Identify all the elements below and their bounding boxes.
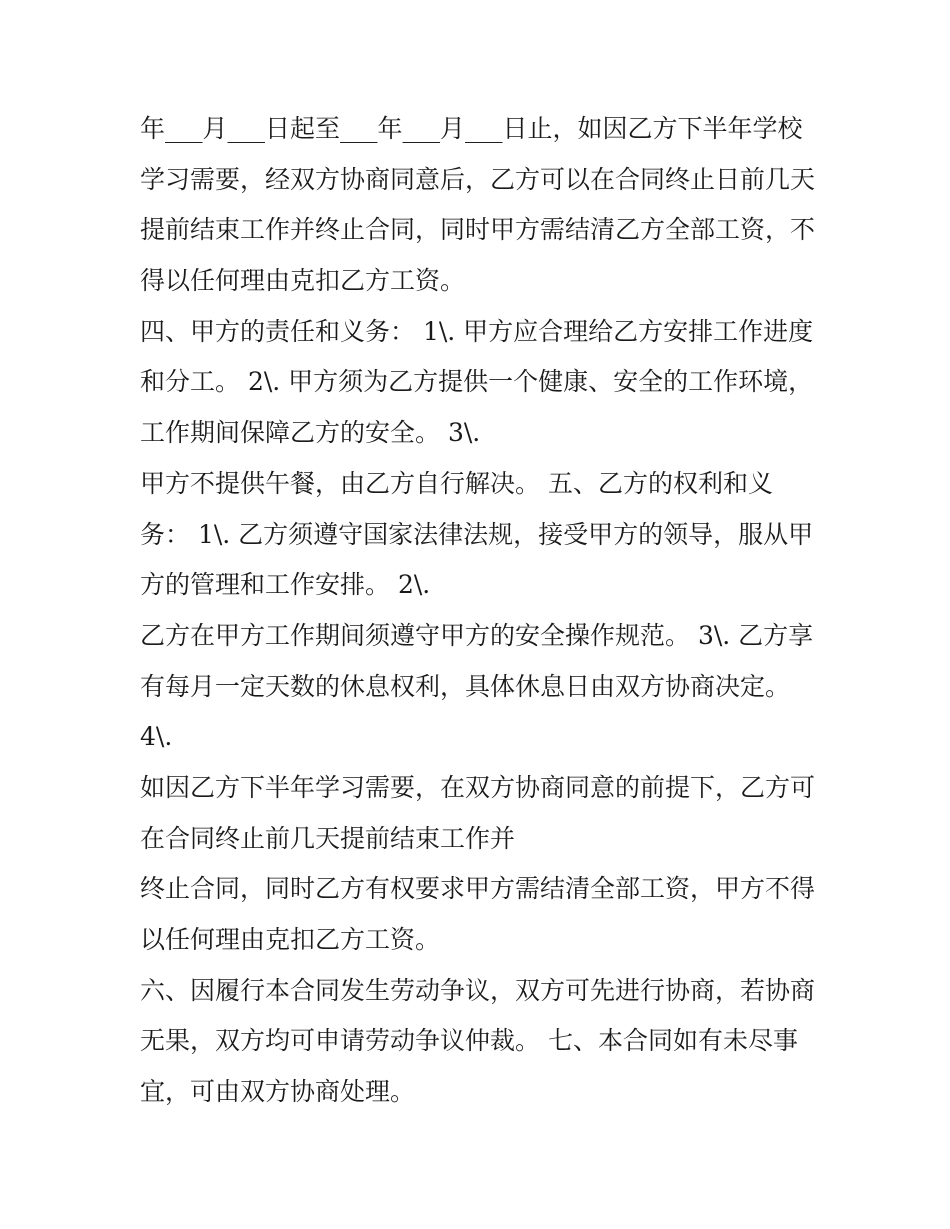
text-line: 终止合同，同时乙方有权要求甲方需结清全部工资，甲方不得: [140, 874, 816, 904]
text-line: 宜，可由双方协商处理。: [140, 1077, 416, 1107]
text-line: 甲方不提供午餐，由乙方自行解决。 五、乙方的权利和义: [140, 468, 773, 498]
text-line: 工作期间保障乙方的安全。 3\.: [140, 418, 481, 448]
text-line: 提前结束工作并终止合同，同时甲方需结清乙方全部工资，不: [140, 215, 816, 245]
text-line: 四、甲方的责任和义务： 1\. 甲方应合理给乙方安排工作进度: [140, 316, 814, 346]
text-line: 无果，双方均可申请劳动争议仲裁。 七、本合同如有未尽事: [140, 1026, 798, 1056]
text-line: 方的管理和工作安排。 2\.: [140, 570, 431, 600]
text-line: 乙方在甲方工作期间须遵守甲方的安全操作规范。 3\. 乙方享: [140, 620, 814, 650]
text-line: 和分工。 2\. 甲方须为乙方提供一个健康、安全的工作环境，: [140, 367, 814, 397]
text-line: 如因乙方下半年学习需要，在双方协商同意的前提下，乙方可: [140, 772, 816, 802]
text-line: 学习需要，经双方协商同意后，乙方可以在合同终止日前几天: [140, 164, 816, 194]
text-line: 以任何理由克扣乙方工资。: [140, 925, 441, 954]
text-line: 年___月___日起至___年___月___日止，如因乙方下半年学校: [140, 114, 803, 143]
text-line: 得以任何理由克扣乙方工资。: [140, 266, 466, 296]
text-line: 有每月一定天数的休息权利，具体休息日由双方协商决定。: [140, 671, 791, 701]
contract-body-text: [140, 104, 830, 1118]
text-line: 在合同终止前几天提前结束工作并: [140, 823, 516, 853]
text-line: 4\.: [140, 722, 173, 752]
text-line: 六、因履行本合同发生劳动争议，双方可先进行协商，若协商: [140, 975, 816, 1005]
text-line: 务： 1\. 乙方须遵守国家法律法规，接受甲方的领导，服从甲: [140, 519, 814, 549]
